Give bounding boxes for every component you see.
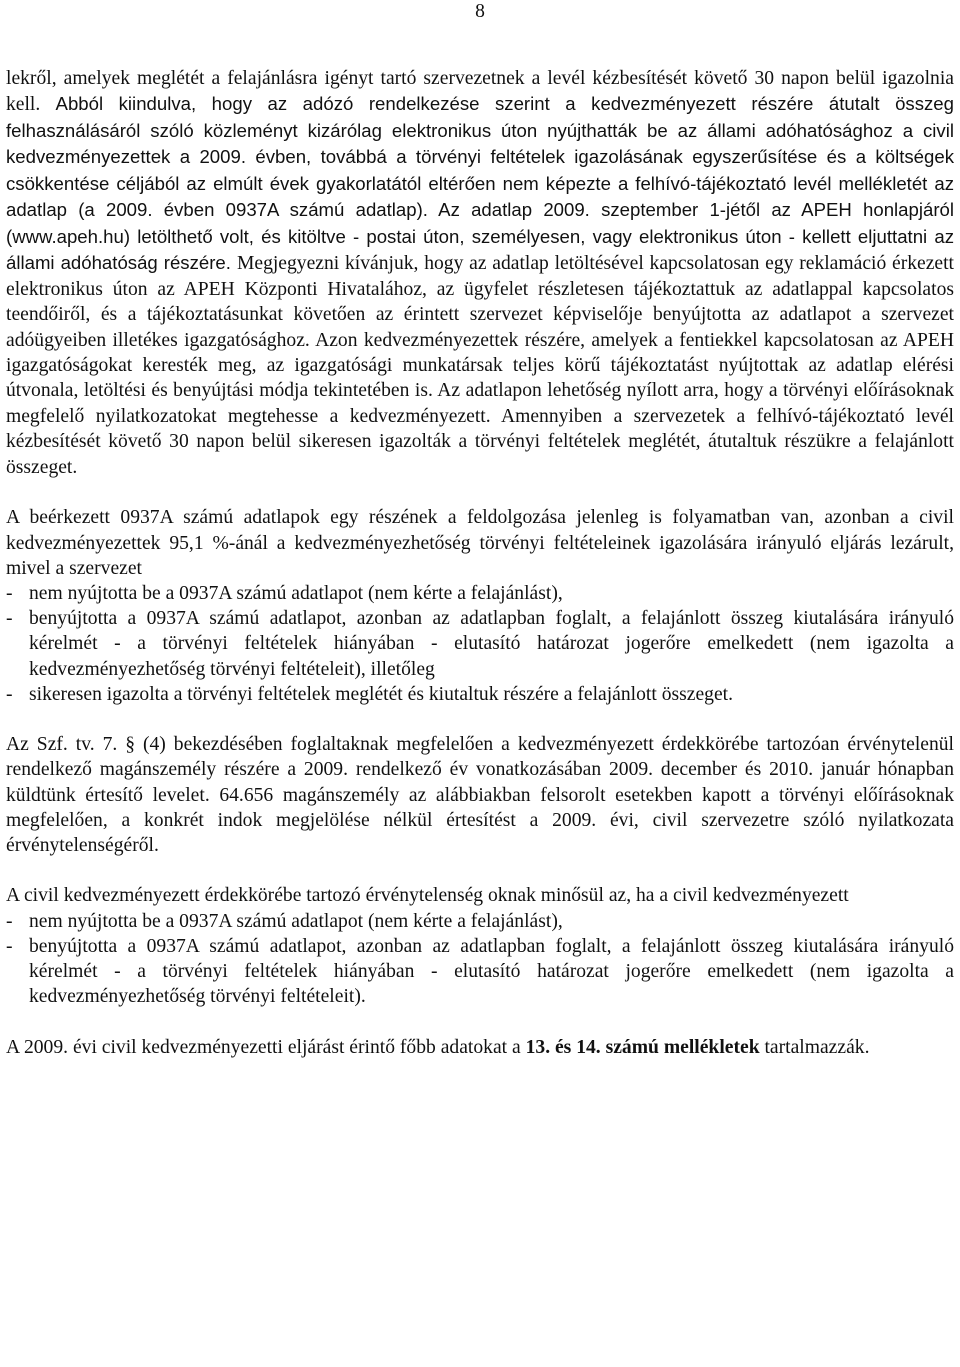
section-invalidity-reasons xyxy=(6,883,954,1009)
section-processing-status xyxy=(6,505,954,707)
list-item xyxy=(6,606,954,682)
page-number: 8 xyxy=(475,1,485,22)
list-item xyxy=(6,581,954,606)
list-item-text: nem nyújtotta be a 0937A számú adatlapot (nem kérte a felajánlást), xyxy=(29,583,563,605)
bullet-list xyxy=(6,581,954,707)
list-item-text: benyújtotta a 0937A számú adatlapot, azonban az adatlapban foglalt, a felajánlott összeg kiutalására irányuló kérelmét - a törvényi feltételek hiányában - elutasító határozat jogerőre emelkedett (nem igazolta a kedvezményezhetőség törvényi feltételeit). xyxy=(29,935,954,1008)
dash-marker: - xyxy=(6,608,13,630)
list-item-text: sikeresen igazolta a törvényi feltételek meglétét és kiutaltuk részére a felajánlott összeget. xyxy=(29,683,733,705)
dash-marker: - xyxy=(6,583,13,605)
closing-lead: A 2009. évi civil kedvezményezetti eljárást érintő főbb adatokat a xyxy=(6,1036,526,1058)
dash-marker: - xyxy=(6,935,13,957)
list-item-text: nem nyújtotta be a 0937A számú adatlapot (nem kérte a felajánlást), xyxy=(29,910,563,932)
paragraph-segment: lekről, amelyek meglétét a felajánlásra igényt tartó szervezetnek a levél kézbesítését követő 30 napon belül igazolnia kell. xyxy=(6,68,954,116)
paragraph-segment: Megjegyezni kívánjuk, hogy az adatlap letöltésével kapcsolatosan egy reklamáció érkezett elektronikus úton az APEH Központi Hivatalához, az ügyfelet részletesen tájékoztattuk az adatlappal kapcsolatos teendőiről, és a tájékoztatásunkat követően az érintett szervezet képviselője benyújtotta az adatlapot a szervezet adóügyeiben illetékes igazgatósághoz. Azon kedvezményezettek részére, amelyek a fentiekkel kapcsolatosan az APEH igazgatóságokat keresték meg, az igazgatósági munkatársak teljes körű tájékoztatást nyújtottak az adatlap elérési útvonala, letöltési és benyújtási módja tekintetében is. Az adatlapon lehetőség nyílott arra, hogy a törvényi előírásoknak megfelelő nyilatkozatokat megtehesse a kedvezményezett. Amennyiben a szervezetek a felhívó-tájékoztató levél kézbesítését követő 30 napon belül sikeresen igazolták a törvényi feltételek meglétét, átutaltuk részükre a felajánlott összeget. xyxy=(6,253,954,478)
bullet-list xyxy=(6,909,954,1010)
list-item xyxy=(6,682,954,707)
section-intro: A civil kedvezményezett érdekkörébe tartozó érvénytelenség oknak minősül az, ha a civil kedvezményezett xyxy=(6,885,849,907)
list-item xyxy=(6,909,954,934)
dash-marker: - xyxy=(6,910,13,932)
document-body xyxy=(6,66,954,1060)
paragraph-adatlap-info xyxy=(6,66,954,480)
closing-tail: tartalmazzák. xyxy=(759,1036,870,1058)
dash-marker: - xyxy=(6,683,13,705)
list-item xyxy=(6,934,954,1010)
paragraph-notification-letters: Az Szf. tv. 7. § (4) bekezdésében foglaltaknak megfelelően a kedvezményezett érdekkörébe tartozóan érvénytelenül rendelkező magánszemély részére a 2009. rendelkező év vonatkozásában 2009. december és 2010. január hónapban küldtünk értesítő levelet. 64.656 magánszemély az alábbiakban felsorolt esetekben kapott a törvényi előírásoknak megfelelően, a konkrét indok megjelölése nélkül értesítést a 2009. évi, civil szervezetre szóló nyilatkozata érvénytelenségéről. xyxy=(6,734,954,857)
paragraph-segment-sans: Abból kiindulva, hogy az adózó rendelkezése szerint a kedvezményezett részére átutalt összeg felhasználásáról szóló közleményt kizárólag elektronikus úton nyújthatták be az állami adóhatósághoz a civil kedvezményezettek a 2009. évben, továbbá a törvényi feltételek igazolásának egyszerűsítése és a költségek csökkentése céljából az elmúlt évek gyakorlatától eltérően nem képezte a felhívó-tájékoztató levél mellékletét az adatlap (a 2009. évben 0937A számú adatlap). Az adatlap 2009. szeptember 1-jétől az APEH honlapjáról (www.apeh.hu) letölthető volt, és kitöltve - postai úton, személyesen, vagy elektronikus úton - kellett eljuttatni az állami adóhatóság részére. xyxy=(6,93,954,274)
closing-paragraph xyxy=(6,1035,954,1060)
list-item-text: benyújtotta a 0937A számú adatlapot, azonban az adatlapban foglalt, a felajánlott összeg kiutalására irányuló kérelmét - a törvényi feltételek hiányában - elutasító határozat jogerőre emelkedett (nem igazolta a kedvezményezhetőség törvényi feltételeit), illetőleg xyxy=(29,608,954,680)
annex-reference: 13. és 14. számú mellékletek xyxy=(525,1036,760,1058)
section-intro: A beérkezett 0937A számú adatlapok egy részének a feldolgozása jelenleg is folyamatban van, azonban a civil kedvezményezettek 95,1 %-ánál a kedvezményezhetőség törvényi feltételeinek igazolására irányuló eljárás lezárult, mivel a szervezet xyxy=(6,507,954,579)
